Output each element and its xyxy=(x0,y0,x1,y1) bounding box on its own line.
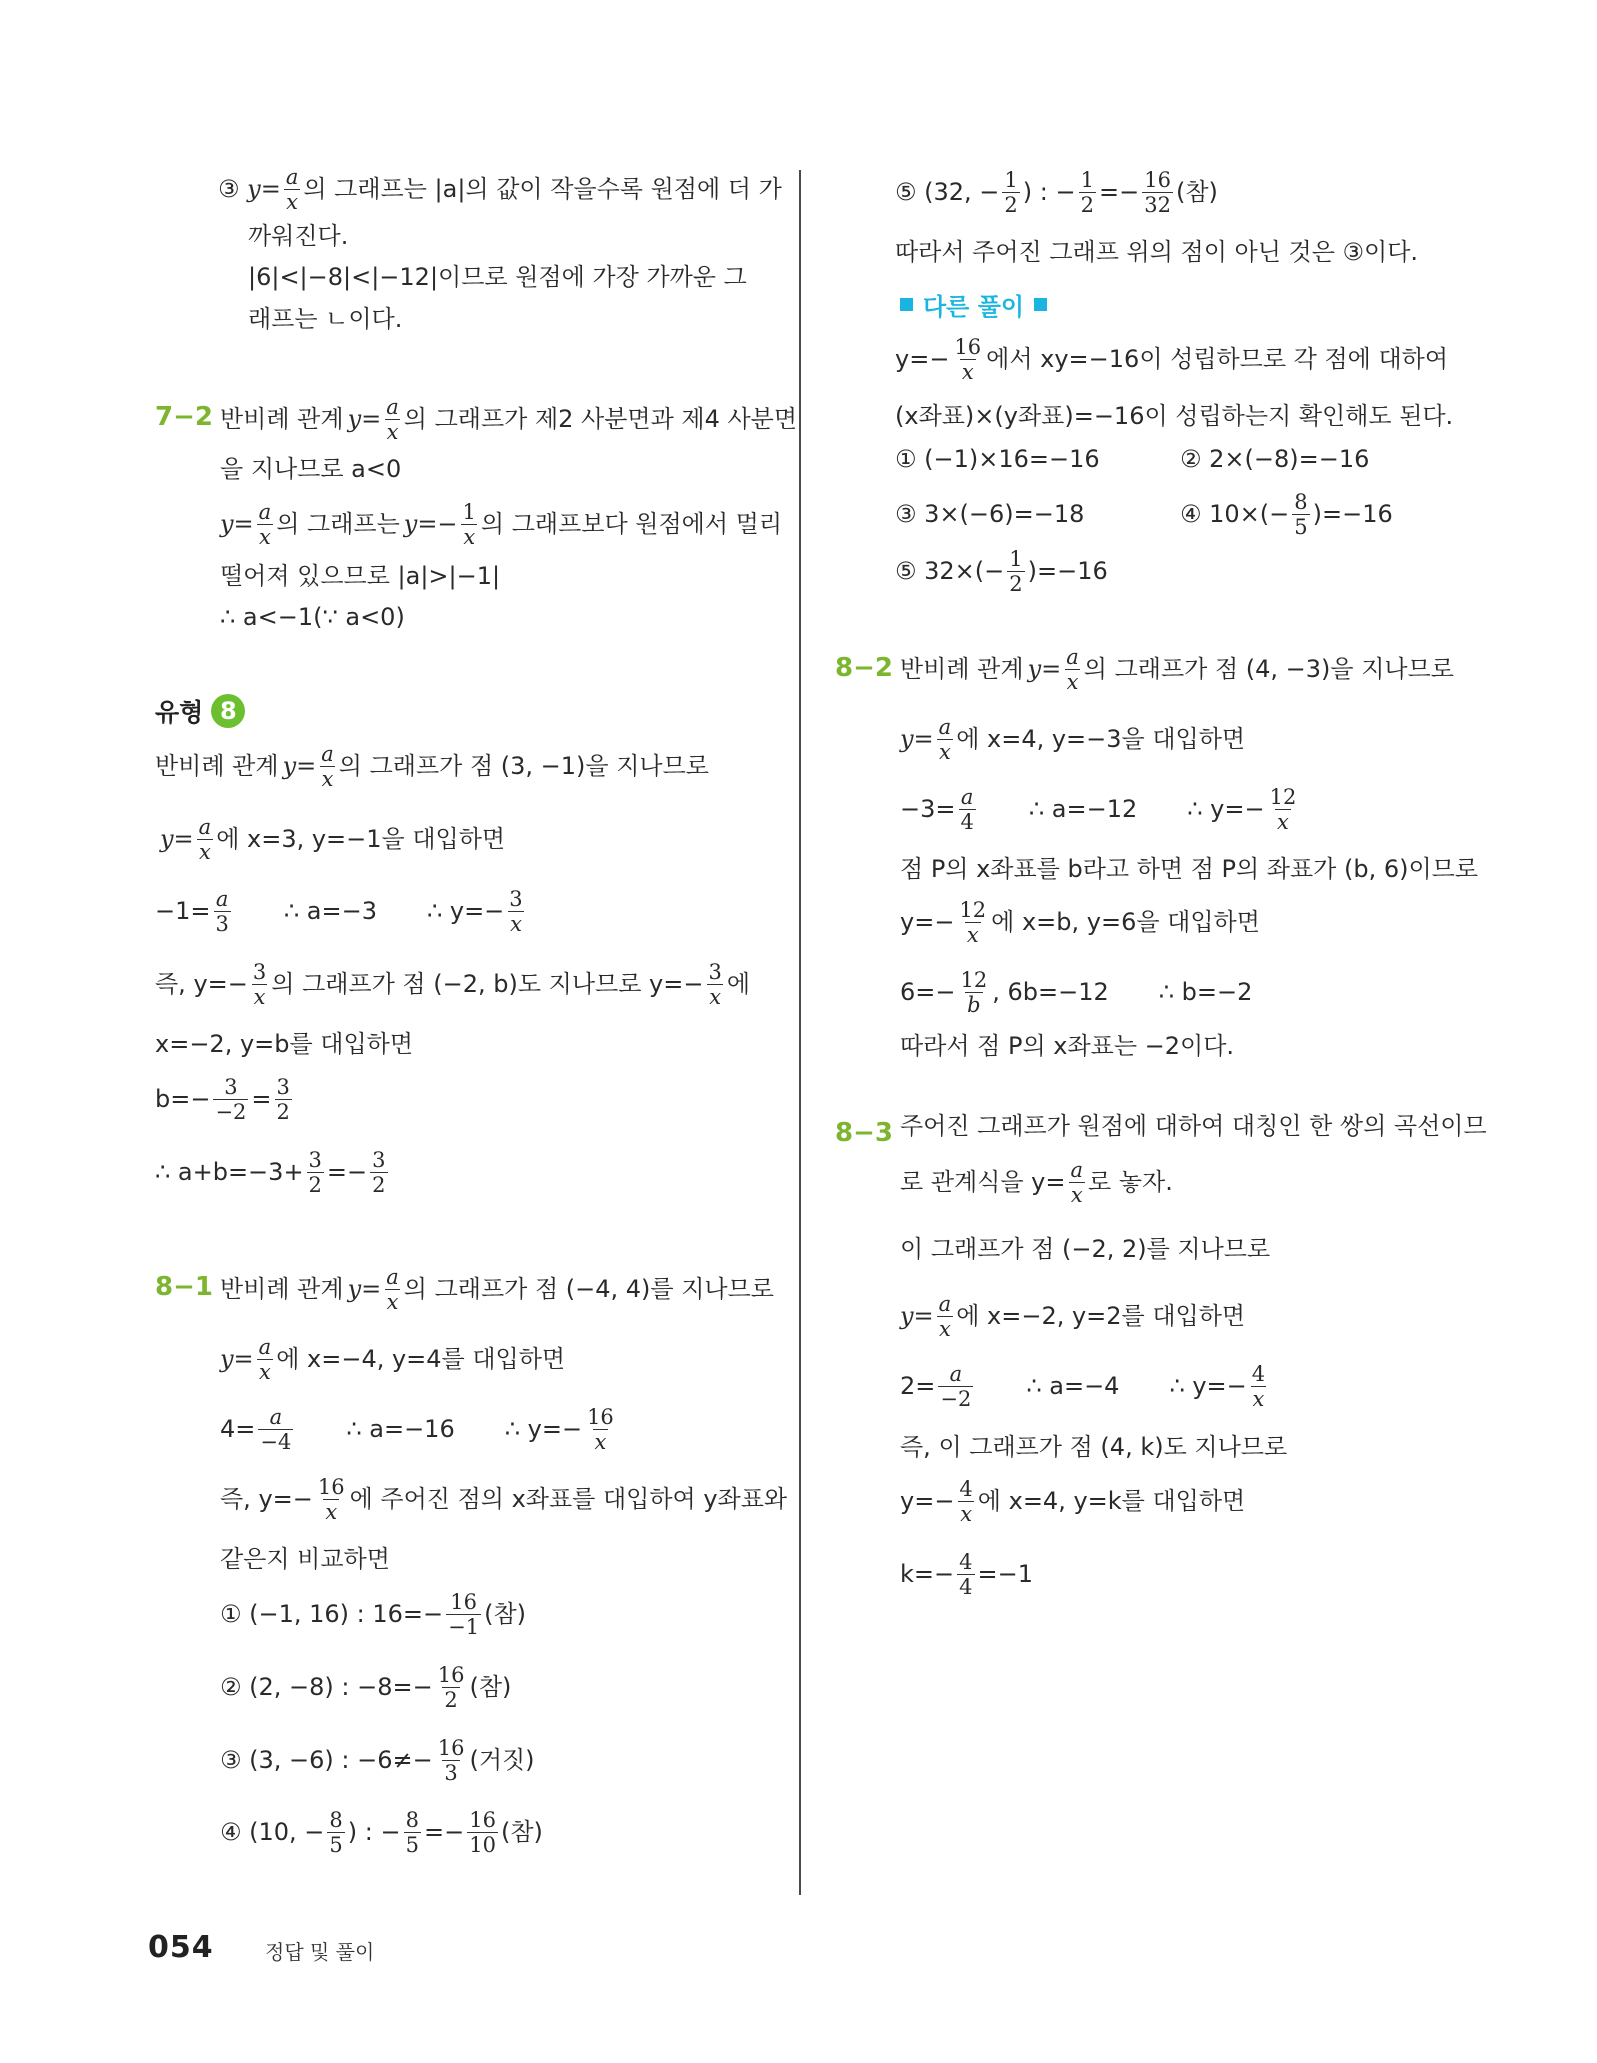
column-divider xyxy=(799,170,801,1895)
type-number-badge: 8 xyxy=(211,694,245,728)
text: ∴ a=−4 xyxy=(1026,1372,1120,1401)
alt-check1: ① (−1)×16=−16 xyxy=(895,445,1100,473)
frac-num: a xyxy=(938,715,952,739)
alt-line2: (x좌표)×(y좌표)=−16이 성립하는지 확인해도 된다. xyxy=(895,402,1454,430)
frac-den: x xyxy=(286,190,298,215)
label-8-3: 8−3 xyxy=(835,1118,893,1148)
alternative-solution-heading xyxy=(900,287,1047,322)
frac-den: x xyxy=(259,1360,271,1385)
text: 반비례 관계 xyxy=(155,752,279,781)
frac-den: 2 xyxy=(1004,193,1018,218)
text: k=− xyxy=(900,1560,955,1589)
text: y=− xyxy=(895,345,950,374)
frac-num: 4 xyxy=(959,1550,973,1574)
text: ④ 10×(− xyxy=(1180,500,1290,529)
text: (참) xyxy=(469,1673,512,1702)
s82-line1 xyxy=(900,645,1454,694)
text: =− xyxy=(326,1158,368,1187)
frac-den: −1 xyxy=(448,1615,480,1640)
frac-num: a xyxy=(321,742,334,766)
s82-line6 xyxy=(900,968,1252,1017)
s83-line4 xyxy=(900,1292,1245,1341)
fraction xyxy=(706,960,723,1009)
p3-line3: |6|<|−8|<|−12|이므로 원점에 가장 가까운 그 xyxy=(248,263,747,291)
fraction xyxy=(1292,490,1309,539)
fraction xyxy=(467,1808,498,1857)
text: 에 x=4, y=k를 대입하면 xyxy=(977,1487,1246,1516)
square-bullet-icon xyxy=(1034,298,1047,311)
frac-num: a xyxy=(215,887,229,911)
text: b=− xyxy=(155,1085,211,1114)
frac-den: x xyxy=(259,525,271,550)
frac-den: x xyxy=(961,360,974,385)
frac-num: 16 xyxy=(317,1475,345,1499)
frac-den: 5 xyxy=(329,1833,343,1858)
s72-line2: 을 지나므로 a<0 xyxy=(220,455,402,483)
s82-line3 xyxy=(900,785,1301,834)
frac-den: 2 xyxy=(372,1173,386,1198)
fraction xyxy=(959,968,990,1017)
frac-den: x xyxy=(325,1500,338,1525)
frac-num: 16 xyxy=(954,335,982,359)
text: ∴ a=−3 xyxy=(283,897,377,926)
text: 로 놓자. xyxy=(1088,1168,1173,1197)
fraction xyxy=(214,887,231,936)
frac-num: 8 xyxy=(1294,490,1308,514)
text: =−1 xyxy=(977,1560,1033,1589)
frac-num: 3 xyxy=(224,1075,238,1099)
fraction xyxy=(957,1550,974,1599)
frac-num: 3 xyxy=(708,960,722,984)
text: ③ (3, −6) : −6≠− xyxy=(220,1746,433,1775)
s81-check4 xyxy=(220,1808,543,1857)
text: 즉, y=− xyxy=(220,1485,313,1514)
text: ∴ y=− xyxy=(1187,795,1265,824)
frac-num: a xyxy=(386,395,399,419)
text: 에 x=4, y=−3을 대입하면 xyxy=(956,725,1246,754)
text: ② (2, −8) : −8=− xyxy=(220,1673,433,1702)
fraction xyxy=(319,742,336,791)
fraction xyxy=(404,1808,421,1857)
frac-den: x xyxy=(966,923,979,948)
frac-den: 10 xyxy=(469,1833,496,1858)
text: 반비례 관계 xyxy=(220,405,344,434)
frac-num: 3 xyxy=(252,960,267,984)
text: ∴ b=−2 xyxy=(1158,978,1253,1007)
text: 즉, y=− xyxy=(155,970,248,999)
frac-num: a xyxy=(269,1405,283,1429)
frac-num: 3 xyxy=(308,1148,322,1172)
page-title: 정답 및 풀이 xyxy=(265,1940,375,1964)
text: 의 그래프가 점 (4, −3)을 지나므로 xyxy=(1083,655,1454,684)
fraction xyxy=(1268,785,1299,834)
frac-den: 32 xyxy=(1144,193,1171,218)
fraction xyxy=(1069,1158,1086,1207)
text: 반비례 관계 xyxy=(900,655,1024,684)
frac-num: a xyxy=(258,1335,272,1359)
text: ① (−1, 16) : 16=− xyxy=(220,1600,444,1629)
t8-line5: x=−2, y=b를 대입하면 xyxy=(155,1030,414,1058)
s82-line7: 따라서 점 P의 x좌표는 −2이다. xyxy=(900,1032,1235,1060)
frac-num: a xyxy=(1066,645,1079,669)
s83-line3: 이 그래프가 점 (−2, 2)를 지나므로 xyxy=(900,1235,1271,1263)
fraction xyxy=(1079,168,1096,217)
fraction xyxy=(370,1148,387,1197)
fraction xyxy=(307,1148,324,1197)
s81-check1 xyxy=(220,1590,526,1639)
t8-line3 xyxy=(155,887,528,936)
fraction xyxy=(937,715,954,764)
s83-line1: 주어진 그래프가 원점에 대하여 대칭인 한 쌍의 곡선이므 xyxy=(900,1112,1487,1140)
frac-den: 5 xyxy=(1294,515,1308,540)
s82-line2 xyxy=(900,715,1245,764)
fraction xyxy=(384,1265,401,1314)
text: =− xyxy=(1099,178,1140,207)
s82-line5 xyxy=(900,898,1260,947)
frac-den: −2 xyxy=(215,1100,247,1125)
page-number: 054 xyxy=(148,1930,214,1965)
frac-den: x xyxy=(939,740,951,765)
alt-check5 xyxy=(895,547,1108,596)
frac-den: 4 xyxy=(959,1575,973,1600)
text: 에 x=3, y=−1을 대입하면 xyxy=(216,825,506,854)
frac-num: a xyxy=(258,500,272,524)
fraction xyxy=(1250,1362,1267,1411)
s72-line3 xyxy=(220,500,782,549)
frac-den: b xyxy=(967,993,981,1018)
frac-den: 2 xyxy=(308,1173,322,1198)
alt-check3: ③ 3×(−6)=−18 xyxy=(895,500,1085,528)
text: )=−16 xyxy=(1312,500,1393,529)
eq-y: y= xyxy=(220,1345,254,1374)
text: y=− xyxy=(900,1487,955,1516)
frac-num: 12 xyxy=(960,968,988,992)
label-7-2: 7−2 xyxy=(155,402,213,432)
s83-line2 xyxy=(900,1158,1173,1207)
s81-line4 xyxy=(220,1475,787,1524)
text: ∴ y=− xyxy=(504,1415,583,1444)
s81-line5: 같은지 비교하면 xyxy=(220,1545,390,1573)
frac-den: 2 xyxy=(276,1100,290,1125)
frac-num: a xyxy=(938,1292,952,1316)
frac-num: 1 xyxy=(1004,168,1018,192)
text: 에 주어진 점의 x좌표를 대입하여 y좌표와 xyxy=(349,1485,788,1514)
s81-check2 xyxy=(220,1663,511,1712)
text: (참) xyxy=(500,1818,543,1847)
s82-line4: 점 P의 x좌표를 b라고 하면 점 P의 좌표가 (b, 6)이므로 xyxy=(900,855,1479,883)
alt-check2: ② 2×(−8)=−16 xyxy=(1180,445,1370,473)
fraction xyxy=(585,1405,616,1454)
eq-y: y= xyxy=(900,725,934,754)
text: 의 그래프는 |a|의 값이 작을수록 원점에 더 가 xyxy=(303,175,782,204)
type-heading-label: 유형 xyxy=(155,698,204,727)
eq-y: y= xyxy=(220,510,254,539)
text: ④ (10, − xyxy=(220,1818,325,1847)
frac-num: 3 xyxy=(276,1075,290,1099)
frac-num: 16 xyxy=(469,1808,496,1832)
text: )=−16 xyxy=(1027,557,1108,586)
text: (참) xyxy=(1175,178,1218,207)
circle-3: ③ xyxy=(218,175,240,204)
fraction xyxy=(461,500,478,549)
frac-num: a xyxy=(198,815,212,839)
frac-num: a xyxy=(285,165,299,189)
eq-y: y= xyxy=(347,1275,382,1304)
frac-den: x xyxy=(1070,1183,1083,1208)
text: −3= xyxy=(900,795,956,824)
frac-den: 3 xyxy=(215,912,229,937)
text: 의 그래프가 점 (−4, 4)를 지나므로 xyxy=(403,1275,774,1304)
frac-den: −2 xyxy=(940,1387,972,1412)
fraction xyxy=(1002,168,1019,217)
text: ) : − xyxy=(347,1818,401,1847)
fraction xyxy=(257,500,274,549)
text: , 6b=−12 xyxy=(992,978,1109,1007)
frac-num: 4 xyxy=(959,1477,973,1501)
frac-num: 16 xyxy=(437,1736,465,1760)
fraction xyxy=(507,887,524,936)
s81-line3 xyxy=(220,1405,619,1454)
eq-y: y= xyxy=(160,825,194,854)
text: ∴ y=− xyxy=(1169,1372,1247,1401)
frac-den: x xyxy=(510,912,522,937)
frac-den: 2 xyxy=(444,1688,458,1713)
text: 에 xyxy=(726,970,750,999)
r-line2: 따라서 주어진 그래프 위의 점이 아닌 것은 ③이다. xyxy=(895,238,1419,266)
eq-y: y= xyxy=(282,752,317,781)
fraction xyxy=(937,1292,954,1341)
text: 로 관계식을 y= xyxy=(900,1168,1066,1197)
eq-y-neg: y=− xyxy=(403,510,458,539)
text: ∴ a+b=−3+ xyxy=(155,1158,304,1187)
fraction xyxy=(446,1590,481,1639)
fraction xyxy=(213,1075,248,1124)
frac-num: 1 xyxy=(462,500,476,524)
frac-num: a xyxy=(386,1265,399,1289)
frac-den: 4 xyxy=(960,810,974,835)
frac-num: 4 xyxy=(1251,1362,1266,1386)
frac-num: 16 xyxy=(450,1590,477,1614)
frac-den: 5 xyxy=(405,1833,419,1858)
text: (거짓) xyxy=(469,1746,535,1775)
text: =− xyxy=(424,1818,465,1847)
p3-line2: 까워진다. xyxy=(248,222,349,250)
text: 에 x=−2, y=2를 대입하면 xyxy=(956,1302,1246,1331)
eq-y: y= xyxy=(1027,655,1062,684)
alt-line1 xyxy=(895,335,1448,384)
s81-line1 xyxy=(220,1265,774,1314)
text: 2= xyxy=(900,1372,936,1401)
fraction xyxy=(1142,168,1173,217)
frac-num: a xyxy=(949,1362,963,1386)
frac-den: x xyxy=(709,985,722,1010)
fraction xyxy=(257,1335,274,1384)
frac-den: −4 xyxy=(260,1430,292,1455)
fraction xyxy=(316,1475,347,1524)
text: 6=− xyxy=(900,978,956,1007)
frac-num: 1 xyxy=(1080,168,1094,192)
frac-den: x xyxy=(253,985,266,1010)
fraction xyxy=(384,395,401,444)
fraction xyxy=(957,1477,974,1526)
frac-num: 3 xyxy=(509,887,523,911)
frac-den: x xyxy=(1277,810,1289,835)
text: 의 그래프가 점 (−2, b)도 지나므로 y=− xyxy=(271,970,704,999)
text: 의 그래프는 xyxy=(276,510,400,539)
fraction xyxy=(436,1736,467,1785)
text: 의 그래프보다 원점에서 멀리 xyxy=(480,510,783,539)
t8-line6 xyxy=(155,1075,295,1124)
fraction xyxy=(436,1663,467,1712)
frac-num: 16 xyxy=(587,1405,614,1429)
frac-den: x xyxy=(321,767,334,792)
text: y=− xyxy=(900,908,955,937)
alt-check4 xyxy=(1180,490,1393,539)
frac-den: x xyxy=(1066,670,1079,695)
fraction xyxy=(258,1405,293,1454)
text: ∴ y=− xyxy=(426,897,505,926)
fraction xyxy=(1064,645,1081,694)
frac-den: x xyxy=(939,1317,951,1342)
fraction xyxy=(938,1362,973,1411)
fraction xyxy=(284,165,301,214)
r-check5 xyxy=(895,168,1218,217)
s72-line4: 떨어져 있으므로 |a|>|−1| xyxy=(220,562,501,590)
frac-den: x xyxy=(386,1290,399,1315)
frac-den: x xyxy=(199,840,211,865)
label-8-1: 8−1 xyxy=(155,1272,213,1302)
text: 에서 xy=−16이 성립하므로 각 점에 대하여 xyxy=(986,345,1449,374)
s83-line7 xyxy=(900,1477,1245,1526)
frac-den: x xyxy=(386,420,399,445)
text: ⑤ (32, − xyxy=(895,178,1000,207)
eq-y: y= xyxy=(900,1302,934,1331)
frac-num: 12 xyxy=(959,898,987,922)
frac-num: 8 xyxy=(329,1808,343,1832)
s83-line8 xyxy=(900,1550,1033,1599)
frac-den: x xyxy=(960,1502,973,1527)
frac-den: x xyxy=(1252,1387,1265,1412)
text: (참) xyxy=(484,1600,527,1629)
text: ⑤ 32×(− xyxy=(895,557,1005,586)
t8-line7 xyxy=(155,1148,391,1197)
frac-num: a xyxy=(1070,1158,1084,1182)
text: 의 그래프가 점 (3, −1)을 지나므로 xyxy=(338,752,709,781)
s83-line6: 즉, 이 그래프가 점 (4, k)도 지나므로 xyxy=(900,1433,1288,1461)
label-8-2: 8−2 xyxy=(835,653,893,683)
frac-num: 8 xyxy=(405,1808,419,1832)
frac-den: x xyxy=(463,525,476,550)
frac-den: x xyxy=(594,1430,607,1455)
s81-check3 xyxy=(220,1736,535,1785)
fraction xyxy=(957,898,988,947)
fraction xyxy=(952,335,983,384)
eq-y: y= xyxy=(347,405,382,434)
frac-num: 12 xyxy=(1269,785,1297,809)
text: = xyxy=(251,1085,272,1114)
s83-line5 xyxy=(900,1362,1270,1411)
text: ∴ a=−12 xyxy=(1028,795,1138,824)
eq-y: y= xyxy=(239,175,281,204)
frac-den: 2 xyxy=(1080,193,1094,218)
frac-den: 2 xyxy=(1009,572,1023,597)
s72-line5: ∴ a<−1(∵ a<0) xyxy=(220,603,405,631)
text: 4= xyxy=(220,1415,256,1444)
fraction xyxy=(251,960,268,1009)
text: 에 x=−4, y=4를 대입하면 xyxy=(276,1345,566,1374)
text: ) : − xyxy=(1022,178,1076,207)
fraction xyxy=(1007,547,1024,596)
frac-num: 1 xyxy=(1009,547,1023,571)
frac-num: 16 xyxy=(1144,168,1171,192)
t8-line1 xyxy=(155,742,709,791)
fraction xyxy=(959,785,976,834)
p3-line4: 래프는 ㄴ이다. xyxy=(248,305,403,333)
text: ∴ a=−16 xyxy=(346,1415,455,1444)
s72-line1 xyxy=(220,395,797,444)
s81-line2 xyxy=(220,1335,565,1384)
text: −1= xyxy=(155,897,211,926)
p3-line1 xyxy=(218,165,782,214)
square-bullet-icon xyxy=(900,298,913,311)
frac-num: 3 xyxy=(372,1148,386,1172)
fraction xyxy=(327,1808,344,1857)
text: 의 그래프가 제2 사분면과 제4 사분면 xyxy=(403,405,798,434)
frac-num: a xyxy=(960,785,974,809)
alt-head-label: 다른 풀이 xyxy=(923,293,1025,321)
fraction xyxy=(197,815,214,864)
text: 에 x=b, y=6을 대입하면 xyxy=(991,908,1260,937)
frac-den: 3 xyxy=(444,1761,458,1786)
fraction xyxy=(275,1075,292,1124)
type-heading xyxy=(155,693,245,729)
text: 반비례 관계 xyxy=(220,1275,344,1304)
t8-line4 xyxy=(155,960,750,1009)
t8-line2 xyxy=(160,815,505,864)
frac-num: 16 xyxy=(437,1663,465,1687)
